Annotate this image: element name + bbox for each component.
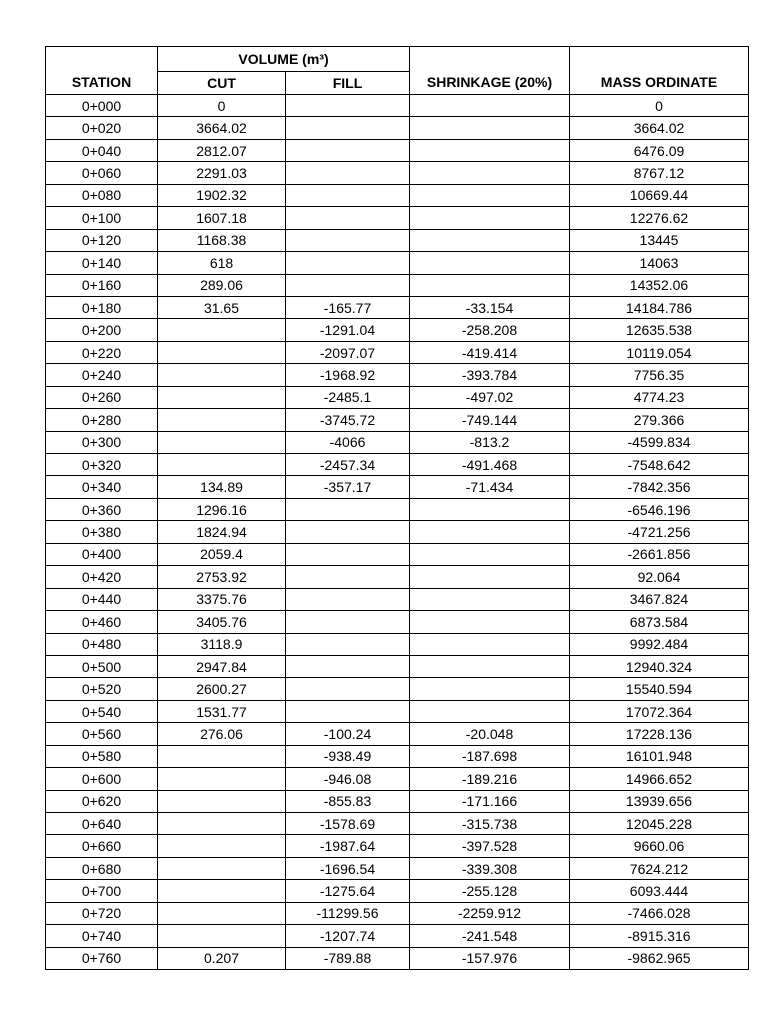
mass-ordinate-cell: -8915.316 — [570, 925, 749, 947]
table-row — [46, 611, 749, 633]
shrinkage-cell: -397.528 — [410, 835, 570, 857]
fill-cell — [286, 611, 410, 633]
station-cell: 0+280 — [46, 409, 158, 431]
cut-cell — [158, 319, 286, 341]
station-header: STATION — [46, 47, 158, 95]
shrinkage-cell: -315.738 — [410, 813, 570, 835]
table-row — [46, 431, 749, 453]
station-cell: 0+340 — [46, 476, 158, 498]
mass-ordinate-cell: 14063 — [570, 252, 749, 274]
station-cell: 0+500 — [46, 655, 158, 677]
table-row — [46, 768, 749, 790]
station-cell: 0+040 — [46, 139, 158, 161]
station-cell: 0+400 — [46, 543, 158, 565]
shrinkage-cell — [410, 678, 570, 700]
mass-ordinate-cell: 16101.948 — [570, 745, 749, 767]
shrinkage-cell — [410, 521, 570, 543]
table-row — [46, 498, 749, 520]
station-cell: 0+680 — [46, 857, 158, 879]
station-cell: 0+300 — [46, 431, 158, 453]
fill-cell: -1968.92 — [286, 364, 410, 386]
station-cell: 0+220 — [46, 341, 158, 363]
mass-ordinate-cell: 13939.656 — [570, 790, 749, 812]
table-row — [46, 857, 749, 879]
station-cell: 0+380 — [46, 521, 158, 543]
mass-ordinate-cell: 12940.324 — [570, 655, 749, 677]
mass-haul-table — [45, 46, 749, 970]
cut-cell: 2059.4 — [158, 543, 286, 565]
mass-ordinate-cell: 14184.786 — [570, 296, 749, 318]
fill-cell: -1291.04 — [286, 319, 410, 341]
mass-ordinate-cell: 13445 — [570, 229, 749, 251]
mass-ordinate-cell: 17072.364 — [570, 700, 749, 722]
table-row — [46, 95, 749, 117]
cut-cell: 2291.03 — [158, 162, 286, 184]
station-cell: 0+700 — [46, 880, 158, 902]
fill-cell: -789.88 — [286, 947, 410, 969]
cut-cell — [158, 745, 286, 767]
cut-cell — [158, 454, 286, 476]
station-cell: 0+760 — [46, 947, 158, 969]
table-row — [46, 341, 749, 363]
fill-cell: -1275.64 — [286, 880, 410, 902]
table-row — [46, 409, 749, 431]
cut-cell — [158, 409, 286, 431]
fill-cell: -100.24 — [286, 723, 410, 745]
shrinkage-cell: -33.154 — [410, 296, 570, 318]
shrinkage-cell — [410, 633, 570, 655]
shrinkage-cell: -171.166 — [410, 790, 570, 812]
table-row — [46, 454, 749, 476]
station-cell: 0+200 — [46, 319, 158, 341]
fill-cell: -4066 — [286, 431, 410, 453]
fill-cell: -1987.64 — [286, 835, 410, 857]
table-row — [46, 364, 749, 386]
mass-ordinate-cell: -9862.965 — [570, 947, 749, 969]
shrinkage-cell: -749.144 — [410, 409, 570, 431]
cut-cell: 3118.9 — [158, 633, 286, 655]
cut-cell — [158, 813, 286, 835]
shrinkage-cell: -20.048 — [410, 723, 570, 745]
table-row — [46, 521, 749, 543]
station-cell: 0+460 — [46, 611, 158, 633]
mass-ordinate-cell: -2661.856 — [570, 543, 749, 565]
shrinkage-cell — [410, 588, 570, 610]
station-cell: 0+020 — [46, 117, 158, 139]
table-row — [46, 296, 749, 318]
mass-ordinate-cell: 9992.484 — [570, 633, 749, 655]
table-row — [46, 543, 749, 565]
station-cell: 0+580 — [46, 745, 158, 767]
fill-cell — [286, 543, 410, 565]
mass-ordinate-cell: 4774.23 — [570, 386, 749, 408]
mass-ordinate-cell: -6546.196 — [570, 498, 749, 520]
cut-cell: 1531.77 — [158, 700, 286, 722]
mass-ordinate-cell: 14966.652 — [570, 768, 749, 790]
cut-cell — [158, 768, 286, 790]
mass-ordinate-cell: 3467.824 — [570, 588, 749, 610]
cut-cell — [158, 857, 286, 879]
fill-cell — [286, 521, 410, 543]
cut-cell: 1168.38 — [158, 229, 286, 251]
cut-cell — [158, 880, 286, 902]
fill-cell: -1578.69 — [286, 813, 410, 835]
table-row — [46, 566, 749, 588]
cut-cell — [158, 386, 286, 408]
fill-cell: -2097.07 — [286, 341, 410, 363]
cut-cell — [158, 431, 286, 453]
cut-cell: 1607.18 — [158, 207, 286, 229]
table-row — [46, 678, 749, 700]
cut-cell: 0 — [158, 95, 286, 117]
mass-ordinate-cell: 8767.12 — [570, 162, 749, 184]
table-row — [46, 229, 749, 251]
cut-cell: 1824.94 — [158, 521, 286, 543]
fill-cell — [286, 700, 410, 722]
mass-ordinate-cell: 9660.06 — [570, 835, 749, 857]
fill-cell — [286, 95, 410, 117]
shrinkage-cell — [410, 611, 570, 633]
shrinkage-cell — [410, 252, 570, 274]
table-row — [46, 274, 749, 296]
station-cell: 0+260 — [46, 386, 158, 408]
mass-ordinate-cell: 92.064 — [570, 566, 749, 588]
fill-cell: -938.49 — [286, 745, 410, 767]
station-cell: 0+420 — [46, 566, 158, 588]
station-cell: 0+360 — [46, 498, 158, 520]
shrinkage-cell — [410, 184, 570, 206]
shrinkage-cell — [410, 543, 570, 565]
fill-cell: -1207.74 — [286, 925, 410, 947]
shrinkage-cell — [410, 229, 570, 251]
station-cell: 0+140 — [46, 252, 158, 274]
station-cell: 0+720 — [46, 902, 158, 924]
table-body — [46, 95, 749, 970]
cut-cell: 289.06 — [158, 274, 286, 296]
cut-header: CUT — [158, 72, 286, 95]
cut-cell — [158, 902, 286, 924]
station-cell: 0+600 — [46, 768, 158, 790]
shrinkage-cell: -497.02 — [410, 386, 570, 408]
table-row — [46, 319, 749, 341]
fill-cell — [286, 633, 410, 655]
shrinkage-cell: -491.468 — [410, 454, 570, 476]
table-row — [46, 902, 749, 924]
mass-ordinate-cell: -7842.356 — [570, 476, 749, 498]
fill-cell: -855.83 — [286, 790, 410, 812]
cut-cell: 134.89 — [158, 476, 286, 498]
cut-cell — [158, 925, 286, 947]
mass-ordinate-cell: -4599.834 — [570, 431, 749, 453]
shrinkage-cell: -241.548 — [410, 925, 570, 947]
fill-cell — [286, 566, 410, 588]
shrinkage-cell — [410, 95, 570, 117]
shrinkage-cell: -187.698 — [410, 745, 570, 767]
shrinkage-cell — [410, 139, 570, 161]
table-row — [46, 745, 749, 767]
table-row — [46, 633, 749, 655]
fill-cell — [286, 274, 410, 296]
mass-ordinate-cell: 0 — [570, 95, 749, 117]
table-row — [46, 880, 749, 902]
table-row — [46, 790, 749, 812]
shrinkage-cell — [410, 117, 570, 139]
shrinkage-cell: -393.784 — [410, 364, 570, 386]
table-row — [46, 162, 749, 184]
mass-ordinate-cell: 12635.538 — [570, 319, 749, 341]
mass-ordinate-cell: 6476.09 — [570, 139, 749, 161]
table-row — [46, 117, 749, 139]
station-cell: 0+120 — [46, 229, 158, 251]
fill-cell — [286, 207, 410, 229]
mass-ordinate-cell: 17228.136 — [570, 723, 749, 745]
station-cell: 0+480 — [46, 633, 158, 655]
fill-cell: -2485.1 — [286, 386, 410, 408]
station-cell: 0+440 — [46, 588, 158, 610]
mass-ordinate-cell: 6873.584 — [570, 611, 749, 633]
mass-ordinate-cell: -7548.642 — [570, 454, 749, 476]
fill-cell: -165.77 — [286, 296, 410, 318]
mass-ordinate-cell: -4721.256 — [570, 521, 749, 543]
table-row — [46, 184, 749, 206]
table-row — [46, 588, 749, 610]
shrinkage-cell: -2259.912 — [410, 902, 570, 924]
shrinkage-cell: -419.414 — [410, 341, 570, 363]
table-row — [46, 700, 749, 722]
mass-ordinate-cell: -7466.028 — [570, 902, 749, 924]
mass-ordinate-cell: 10669.44 — [570, 184, 749, 206]
cut-cell: 31.65 — [158, 296, 286, 318]
table-row — [46, 655, 749, 677]
cut-cell — [158, 341, 286, 363]
fill-cell — [286, 498, 410, 520]
fill-cell — [286, 139, 410, 161]
cut-cell: 2947.84 — [158, 655, 286, 677]
table-row — [46, 386, 749, 408]
cut-cell — [158, 835, 286, 857]
station-cell: 0+640 — [46, 813, 158, 835]
fill-cell — [286, 588, 410, 610]
cut-cell: 1902.32 — [158, 184, 286, 206]
fill-cell — [286, 655, 410, 677]
cut-cell: 3405.76 — [158, 611, 286, 633]
fill-header: FILL — [286, 72, 410, 95]
station-cell: 0+540 — [46, 700, 158, 722]
station-cell: 0+560 — [46, 723, 158, 745]
station-cell: 0+240 — [46, 364, 158, 386]
cut-cell: 0.207 — [158, 947, 286, 969]
table-row — [46, 252, 749, 274]
cut-cell: 2812.07 — [158, 139, 286, 161]
table-row — [46, 207, 749, 229]
shrinkage-cell — [410, 207, 570, 229]
cut-cell: 276.06 — [158, 723, 286, 745]
mass-ordinate-cell: 7624.212 — [570, 857, 749, 879]
table-row — [46, 723, 749, 745]
table-row — [46, 139, 749, 161]
fill-cell — [286, 229, 410, 251]
station-cell: 0+180 — [46, 296, 158, 318]
station-cell: 0+080 — [46, 184, 158, 206]
fill-cell — [286, 162, 410, 184]
table-row — [46, 925, 749, 947]
shrinkage-cell — [410, 274, 570, 296]
station-cell: 0+660 — [46, 835, 158, 857]
mass-ordinate-cell: 7756.35 — [570, 364, 749, 386]
station-cell: 0+620 — [46, 790, 158, 812]
shrinkage-cell: -813.2 — [410, 431, 570, 453]
fill-cell: -11299.56 — [286, 902, 410, 924]
cut-cell: 1296.16 — [158, 498, 286, 520]
fill-cell — [286, 252, 410, 274]
fill-cell — [286, 678, 410, 700]
shrinkage-cell: -157.976 — [410, 947, 570, 969]
fill-cell: -2457.34 — [286, 454, 410, 476]
station-cell: 0+740 — [46, 925, 158, 947]
shrinkage-cell — [410, 700, 570, 722]
volume-header: VOLUME (m³) — [158, 47, 410, 72]
fill-cell — [286, 117, 410, 139]
station-cell: 0+520 — [46, 678, 158, 700]
mass-ordinate-header: MASS ORDINATE — [570, 47, 749, 95]
fill-cell: -946.08 — [286, 768, 410, 790]
mass-ordinate-cell: 14352.06 — [570, 274, 749, 296]
table-row — [46, 835, 749, 857]
shrinkage-cell — [410, 655, 570, 677]
cut-cell: 3375.76 — [158, 588, 286, 610]
cut-cell — [158, 790, 286, 812]
shrinkage-cell: -189.216 — [410, 768, 570, 790]
station-cell: 0+060 — [46, 162, 158, 184]
station-cell: 0+160 — [46, 274, 158, 296]
shrinkage-cell — [410, 162, 570, 184]
shrinkage-cell — [410, 498, 570, 520]
mass-ordinate-cell: 12045.228 — [570, 813, 749, 835]
cut-cell: 2600.27 — [158, 678, 286, 700]
fill-cell: -357.17 — [286, 476, 410, 498]
cut-cell — [158, 364, 286, 386]
fill-cell: -3745.72 — [286, 409, 410, 431]
fill-cell: -1696.54 — [286, 857, 410, 879]
shrinkage-cell: -71.434 — [410, 476, 570, 498]
table-row — [46, 813, 749, 835]
station-cell: 0+320 — [46, 454, 158, 476]
table-row — [46, 476, 749, 498]
mass-ordinate-cell: 279.366 — [570, 409, 749, 431]
shrinkage-cell: -255.128 — [410, 880, 570, 902]
station-cell: 0+000 — [46, 95, 158, 117]
station-cell: 0+100 — [46, 207, 158, 229]
mass-ordinate-cell: 10119.054 — [570, 341, 749, 363]
cut-cell: 2753.92 — [158, 566, 286, 588]
mass-ordinate-cell: 15540.594 — [570, 678, 749, 700]
mass-ordinate-cell: 6093.444 — [570, 880, 749, 902]
shrinkage-cell: -339.308 — [410, 857, 570, 879]
shrinkage-cell: -258.208 — [410, 319, 570, 341]
fill-cell — [286, 184, 410, 206]
table-row — [46, 947, 749, 969]
mass-ordinate-cell: 12276.62 — [570, 207, 749, 229]
cut-cell: 618 — [158, 252, 286, 274]
cut-cell: 3664.02 — [158, 117, 286, 139]
shrinkage-header: SHRINKAGE (20%) — [410, 47, 570, 95]
mass-ordinate-cell: 3664.02 — [570, 117, 749, 139]
shrinkage-cell — [410, 566, 570, 588]
